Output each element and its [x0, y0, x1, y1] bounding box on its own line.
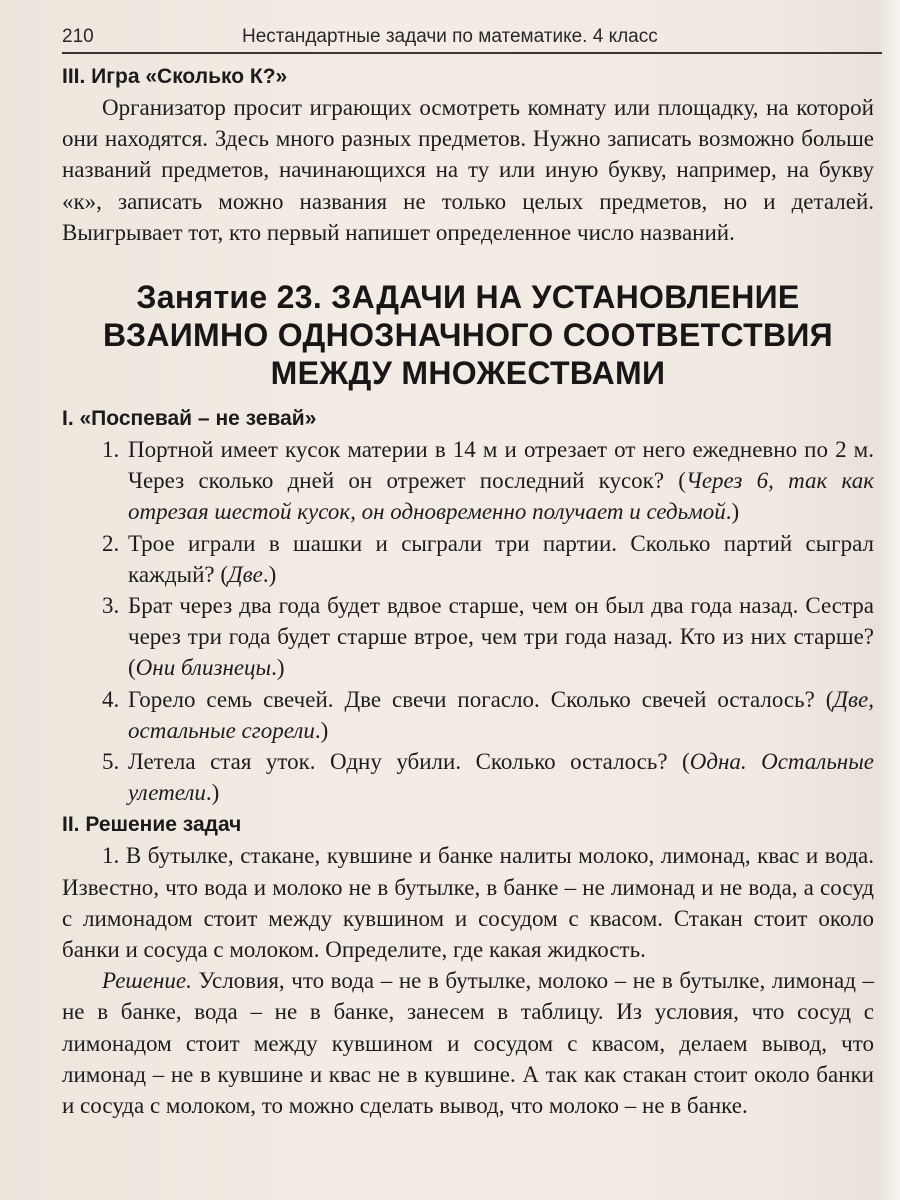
- task-item-4: [62, 684, 874, 746]
- task-answer: Две, остальные сгорели: [128, 686, 874, 743]
- page-number: 210: [62, 26, 94, 47]
- task-item-5: [62, 746, 874, 808]
- game-heading: III. Игра «Сколько К?»: [62, 65, 288, 88]
- lesson-title-line-3: МЕЖДУ МНОЖЕСТВАМИ: [270, 355, 666, 392]
- solution-label: Решение.: [102, 968, 192, 994]
- task-item-3: [62, 590, 874, 684]
- lesson-title-line-2: ВЗАИМНО ОДНОЗНАЧНОГО СООТВЕТСТВИЯ: [103, 317, 833, 354]
- task-answer: Две: [228, 561, 263, 587]
- task-number: 1.: [102, 437, 120, 463]
- task-number: 5.: [102, 749, 120, 775]
- task-answer-close: .): [271, 655, 285, 681]
- solution-paragraph: [62, 965, 874, 1121]
- game-paragraph: Организатор просит играющих осмотреть комнату или площадку, на которой они находятся. Здесь много разных предметов. Нужно записать возможно больше названий предметов, начинающихся на ту или иную букву, например, на букву «к», записать можно названия не только целых предметов, но и деталей. Выигрывает тот, кто первый напишет определенное число названий.: [62, 95, 874, 245]
- task-answer: Они близнецы: [135, 655, 272, 681]
- running-head: [62, 22, 882, 52]
- task-question: Портной имеет кусок материи в 14 м и отрезает от него ежедневно по 2 м. Через сколько дней он отрежет последний кусок? (: [128, 437, 874, 494]
- task-answer-close: .): [725, 499, 740, 525]
- task-answer: Через 6, так как отрезая шестой кусок, он одновременно получает и седьмой: [128, 468, 874, 525]
- task-answer: Одна. Остальные улетели: [128, 749, 874, 806]
- task-number: 4.: [102, 686, 120, 712]
- page-edge-shadow: [878, 0, 900, 1200]
- task-item-2: [62, 528, 874, 590]
- task-answer-close: .): [314, 717, 329, 743]
- task-question: Брат через два года будет вдвое старше, чем он был два года назад. Сестра через три года будет старше втрое, чем три года назад. Кто из них старше? (: [128, 593, 874, 681]
- section-2-heading: II. Решение задач: [62, 813, 242, 837]
- task-question: Горело семь свечей. Две свечи погасло. Сколько свечей осталось? (: [128, 686, 834, 712]
- task-answer-close: .): [205, 780, 220, 806]
- task-number: 3.: [102, 593, 120, 619]
- task-answer-close: .): [262, 561, 277, 587]
- running-title: Нестандартные задачи по математике. 4 класс: [242, 26, 658, 47]
- solution-text: Условия, что вода – не в бутылке, молоко – не в бутылке, лимонад – не в банке, вода – не в банке, занесем в таблицу. Из условия, что сосуд с лимонадом стоит между кувшином и сосудом с квасом, делаем вывод, что лимонад – не в кувшине и квас не в кувшине. А так как стакан стоит около банки и сосуда с молоком, то можно сделать вывод, что молоко – не в банке.: [62, 968, 874, 1119]
- lesson-title-line-1: Занятие 23. ЗАДАЧИ НА УСТАНОВЛЕНИЕ: [136, 279, 800, 316]
- task-question: Трое играли в шашки и сыграли три партии. Сколько партий сыграл каждый? (: [128, 530, 874, 587]
- lesson-title: [62, 278, 874, 392]
- problem-paragraph: 1. В бутылке, стакане, кувшине и банке налиты молоко, лимонад, квас и вода. Известно, что вода и молоко не в бутылке, в банке – не лимонад и не вода, а сосуд с лимонадом стоит между кувшином и сосудом с квасом. Стакан стоит около банки и сосуда с молоком. Определите, где какая жидкость.: [62, 843, 874, 963]
- section-1-heading: I. «Поспевай – не зевай»: [62, 407, 317, 431]
- task-question: Летела стая уток. Одну убили. Сколько осталось? (: [128, 749, 690, 775]
- page-content: [62, 62, 874, 1121]
- task-item-1: [62, 434, 874, 528]
- task-list: [62, 434, 874, 808]
- header-rule: [62, 52, 882, 54]
- task-number: 2.: [102, 530, 120, 556]
